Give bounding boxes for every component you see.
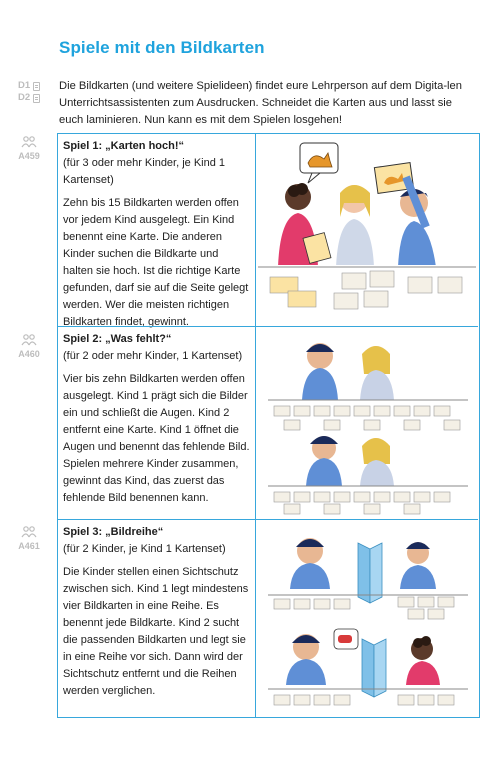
document-icon <box>33 94 40 103</box>
game-1-code: A459 <box>8 135 50 161</box>
intro-material-codes <box>18 80 52 104</box>
game-1-title: Spiel 1: „Karten hoch!“ <box>63 140 185 152</box>
game-1-description: Zehn bis 15 Bildkarten werden offen vor jedem Kind ausgelegt. Ein Kind benennt eine Karte. Die anderen Kinder suchen die Bildkarte und halten sie hoch. Ist die richtige Karte gefunden, darf sie auf die Seite gelegt werden. Wer die meisten richtigen Bildkarten findet, gewinnt. <box>63 197 249 328</box>
game-3-subtitle: (für 2 Kinder, je Kind 1 Kartenset) <box>63 543 226 555</box>
game-2-description: Vier bis zehn Bildkarten werden offen ausgelegt. Kind 1 prägt sich die Bilder ein und schließt die Augen. Kind 2 entfernt eine Karte. Kind 1 öffnet die Augen und benennt das fehlende Bild. Spielen mehrere Kinder zusammen, gewinnt das Kind, das zuerst das fehlende Bild benennen kann. <box>63 373 250 504</box>
games-table <box>57 133 480 718</box>
game-2-text <box>63 331 251 507</box>
game-3-text <box>63 524 251 700</box>
game-2-title: Spiel 2: „Was fehlt?“ <box>63 333 172 345</box>
people-icon <box>21 525 37 539</box>
people-icon <box>21 135 37 149</box>
game-3-code: A461 <box>8 525 50 551</box>
game-row-2 <box>58 326 478 519</box>
game-1-subtitle: (für 3 oder mehr Kinder, je Kind 1 Kartenset) <box>63 157 226 186</box>
game-3-illustration <box>258 523 476 715</box>
game-1-illustration <box>258 137 476 323</box>
code-d2: D2 <box>18 92 31 103</box>
intro-paragraph: Die Bildkarten (und weitere Spielideen) findet eure Lehrperson auf dem Digita-len Unterrichtsassistenten zum Ausdrucken. Schneidet die Karten aus und lasst sie euch laminieren. Nun kann es mit dem Spielen losgehen! <box>59 80 462 126</box>
game-1-text <box>63 138 251 331</box>
game-2-illustration <box>258 330 476 516</box>
game-2-subtitle: (für 2 oder mehr Kinder, 1 Kartenset) <box>63 350 243 362</box>
people-icon <box>21 333 37 347</box>
document-icon <box>33 82 40 91</box>
game-2-code: A460 <box>8 333 50 359</box>
game-row-3 <box>58 519 478 717</box>
game-3-title: Spiel 3: „Bildreihe“ <box>63 526 164 538</box>
page-title: Spiele mit den Bildkarten <box>59 38 265 57</box>
code-d1: D1 <box>18 80 31 91</box>
game-row-1 <box>58 134 478 326</box>
game-3-description: Die Kinder stellen einen Sichtschutz zwischen sich. Kind 1 legt mindestens vier Bildkarten in eine Reihe. Es benennt jede Bildkarte. Kind 2 sucht die passenden Bildkarten und legt sie in eine Reihe vor sich. Dann wird der Sichtschutz entfernt und die Reihen werden verglichen. <box>63 566 249 697</box>
